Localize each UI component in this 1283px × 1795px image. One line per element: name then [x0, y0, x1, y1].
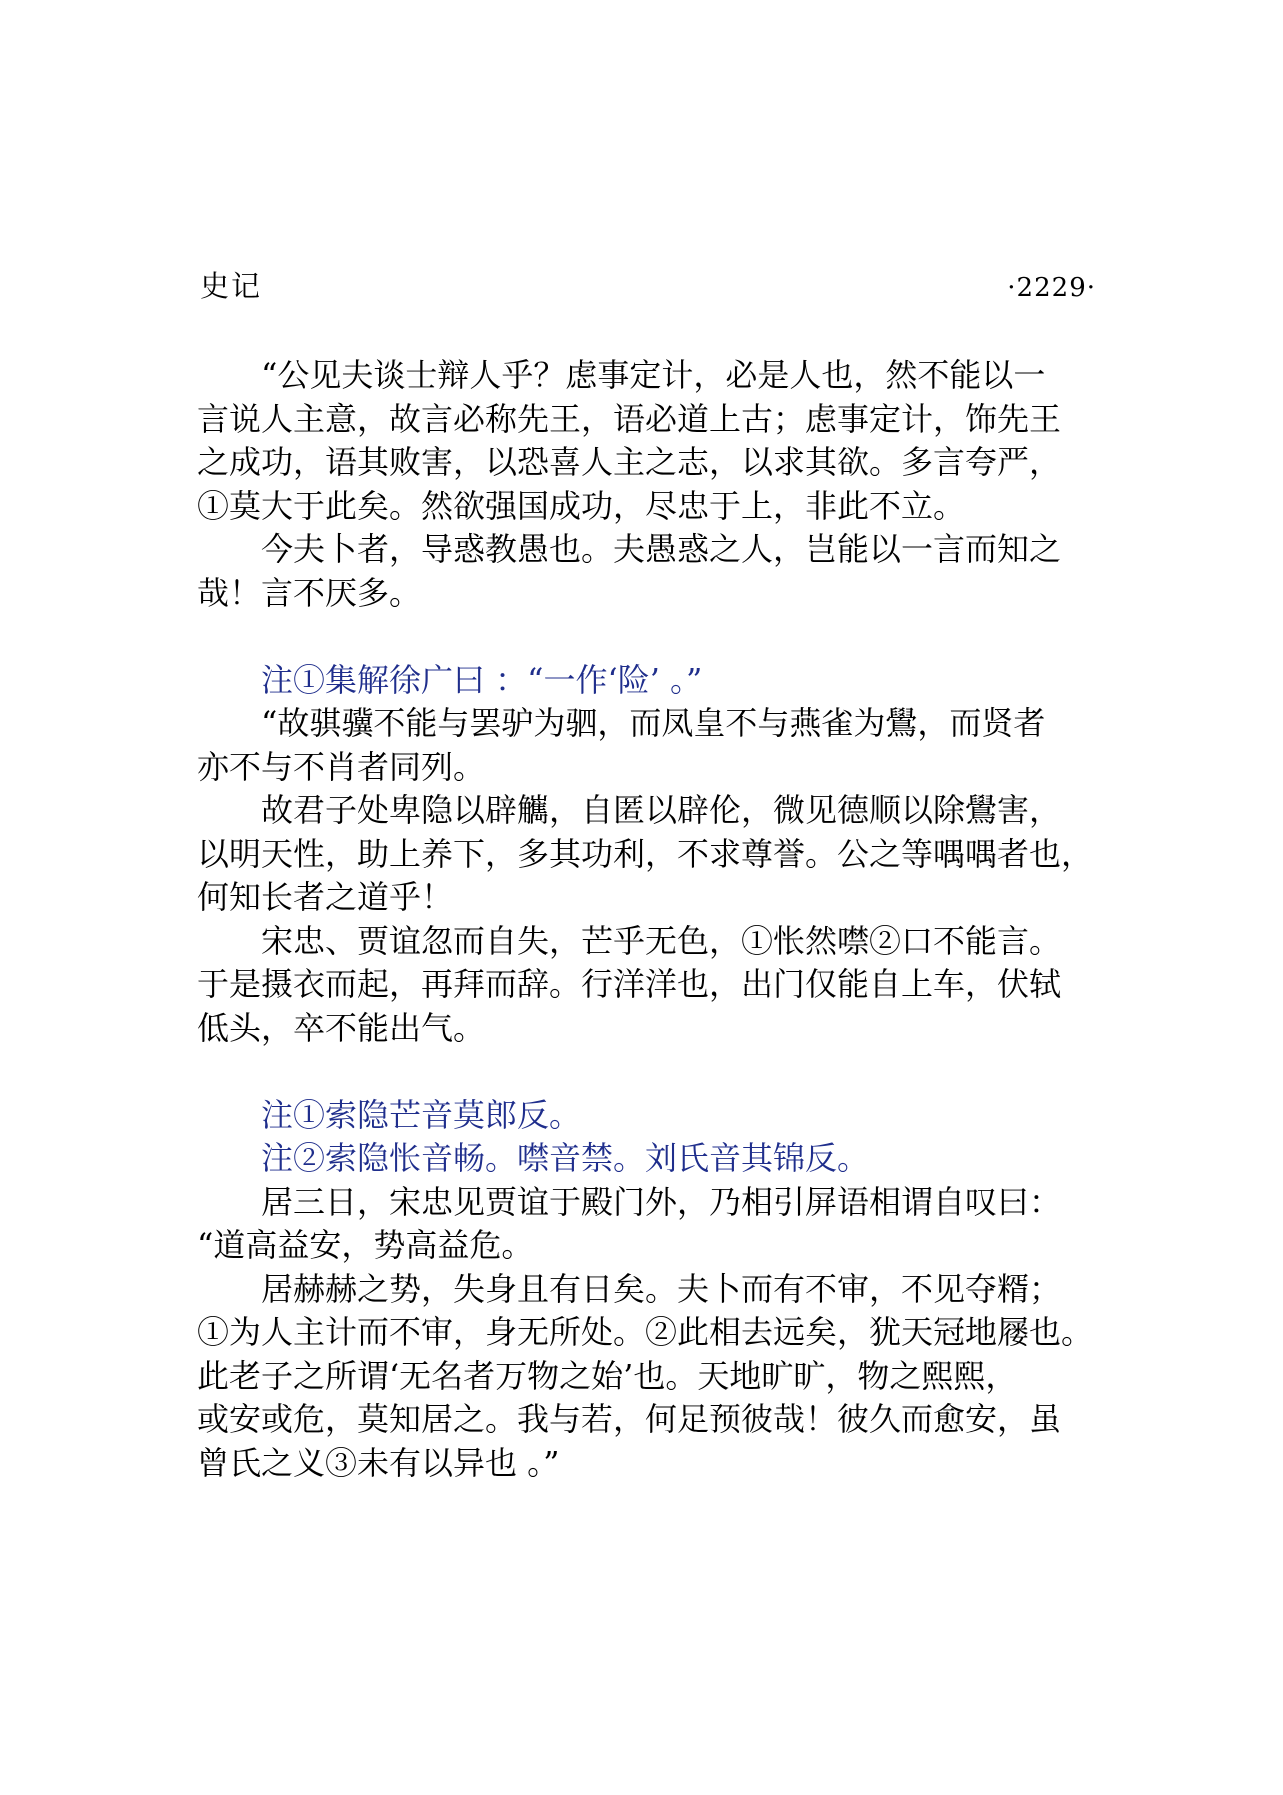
page-body [197, 354, 1097, 1485]
text-line: 居三日，宋忠见贾谊于殿门外，乃相引屏语相谓自叹曰： [261, 1182, 1062, 1221]
text-line: 哉！言不厌多。 [197, 573, 422, 612]
book-title: 史记 [200, 269, 263, 303]
text-line: 宋忠、贾谊忽而自失，芒乎无色，①怅然噤②口不能言。 [261, 921, 1062, 960]
text-line: “公见夫谈士辩人乎？虑事定计，必是人也，然不能以一 [261, 356, 1046, 394]
paragraph-gap [197, 1050, 1097, 1094]
text-line: “道高益安，势高益危。 [197, 1226, 534, 1264]
text-line: ①莫大于此矣。然欲强国成功，尽忠于上，非此不立。 [197, 486, 966, 525]
annotation-line: 注①索隐芒音莫郎反。 [261, 1095, 582, 1134]
text-line: “故骐骥不能与罢驴为驷，而凤皇不与燕雀为鷽，而贤者 [261, 704, 1046, 742]
text-line: 于是摄衣而起，再拜而辞。行洋洋也，出门仅能自上车，伏轼 [197, 965, 1062, 1003]
page-number: ·2229· [1007, 273, 1096, 303]
text-line: 或安或危，莫知居之。我与若，何足预彼哉！彼久而愈安，虽 [197, 1400, 1062, 1438]
text-line: 今夫卜者，导惑教愚也。夫愚惑之人，岂能以一言而知之 [261, 530, 1062, 568]
text-line: 以明天性，助上养下，多其功利，不求尊誉。公之等喁喁者也， [197, 834, 1094, 873]
text-line: ①为人主计而不审，身无所处。②此相去远矣，犹天冠地屦也。 [197, 1313, 1094, 1351]
annotation-line: 注①集解徐广曰 ：“一作‘险’ 。” [261, 660, 703, 699]
annotation-line: 注②索隐怅音畅。噤音禁。刘氏音其锦反。 [261, 1139, 870, 1177]
text-line: 言说人主意，故言必称先王，语必道上古；虑事定计，饰先王 [197, 399, 1062, 438]
text-line: 低头，卒不能出气。 [197, 1008, 486, 1047]
text-line: 何知长者之道乎！ [197, 878, 454, 916]
paragraph-gap [197, 615, 1097, 659]
text-line: 之成功，语其败害，以恐喜人主之志，以求其欲。多言夸严， [197, 443, 1062, 481]
text-line: 亦不与不肖者同列。 [197, 747, 486, 786]
text-line: 故君子处卑隐以辟觽，自匿以辟伦，微见德顺以除鷽害， [261, 791, 1062, 829]
text-line: 居赫赫之势，失身且有日矣。夫卜而有不审，不见夺糈； [261, 1269, 1062, 1308]
text-line: 曾氏之义③未有以异也 。” [197, 1443, 560, 1482]
text-line: 此老子之所谓‘无名者万物之始’也。天地旷旷，物之熙熙， [197, 1356, 1018, 1395]
